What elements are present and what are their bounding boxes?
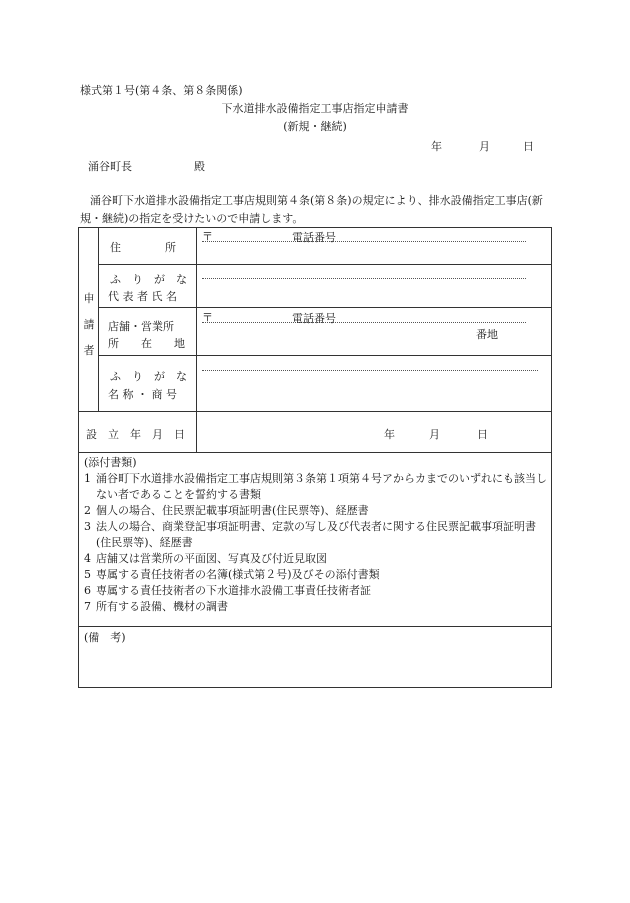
page-subtitle: (新規・継続) xyxy=(283,120,347,133)
divider xyxy=(78,411,552,412)
divider xyxy=(196,227,197,452)
establishment-year: 年 xyxy=(384,428,395,441)
attachment-number: 3 xyxy=(84,520,91,533)
attachments-heading: (添付書類) xyxy=(84,456,137,469)
form-number: 様式第１号(第４条、第８条関係) xyxy=(80,84,243,97)
establishment-date-label: 設 立 年 月 日 xyxy=(86,428,185,441)
divider xyxy=(98,355,552,356)
attachment-text: 法人の場合、商業登記事項証明書、定款の写し及び代表者に関する住民票記載事項証明書(住民票等)、経歴書 xyxy=(96,520,536,549)
trade-name-furigana-line xyxy=(202,370,538,371)
divider xyxy=(98,227,99,411)
intro-text: 涌谷町下水道排水設備指定工事店規則第４条(第８条)の規定により、排水設備指定工事店(新規・継続)の指定を受けたいので申請します。 xyxy=(80,194,543,225)
divider xyxy=(98,307,552,308)
applicant-label-2: 請 xyxy=(83,318,95,331)
attachment-number: 1 xyxy=(84,472,91,485)
attachment-number: 7 xyxy=(84,600,91,613)
attachment-item xyxy=(84,567,550,583)
applicant-label-1: 申 xyxy=(83,292,95,305)
attachment-text: 店舗又は営業所の平面図、写真及び付近見取図 xyxy=(96,552,327,565)
attachment-text: 専属する責任技術者の名簿(様式第２号)及びその添付書類 xyxy=(96,568,380,581)
divider xyxy=(98,264,552,265)
date-month: 月 xyxy=(479,140,490,153)
rep-furigana-label: ふ り が な xyxy=(110,273,187,286)
store-phone-label: 電話番号 xyxy=(292,312,336,325)
store-address-writing-line xyxy=(202,322,526,323)
location-label: 所 在 地 xyxy=(108,337,185,350)
address-writing-line xyxy=(202,241,526,242)
attachment-text: 個人の場合、住民票記載事項証明書(住民票等)、経歴書 xyxy=(96,504,369,517)
date-day: 日 xyxy=(523,140,534,153)
divider xyxy=(78,452,552,453)
attachment-number: 4 xyxy=(84,552,91,565)
attachment-item xyxy=(84,503,550,519)
trade-name-label: 名 称 ・ 商 号 xyxy=(108,388,177,401)
attachment-item xyxy=(84,551,550,567)
date-line xyxy=(431,138,534,154)
furigana-writing-line xyxy=(202,278,526,279)
attachment-text: 涌谷町下水道排水設備指定工事店規則第３条第１項第４号アからカまでのいずれにも該当しない者であることを誓約する書類 xyxy=(96,472,547,501)
store-postal-mark: 〒 xyxy=(202,311,213,324)
attachment-text: 専属する責任技術者の下水道排水設備工事責任技術者証 xyxy=(96,584,371,597)
establishment-month: 月 xyxy=(429,428,440,441)
store-label: 店舗・営業所 xyxy=(108,320,174,333)
rep-name-label: 代 表 者 氏 名 xyxy=(108,290,177,303)
page-title: 下水道排水設備指定工事店指定申請書 xyxy=(221,102,409,115)
attachment-number: 6 xyxy=(84,584,91,597)
address-label: 住 所 xyxy=(110,241,176,254)
banchi-label: 番地 xyxy=(476,328,498,341)
applicant-label-3: 者 xyxy=(83,344,95,357)
attachment-number: 5 xyxy=(84,568,91,581)
attachment-item xyxy=(84,471,550,503)
addressee xyxy=(88,158,205,174)
divider xyxy=(78,626,552,627)
addressee-name: 涌谷町長 xyxy=(88,160,132,173)
postal-mark: 〒 xyxy=(202,230,213,243)
date-year: 年 xyxy=(431,140,442,153)
honorific: 殿 xyxy=(194,160,205,173)
remarks-label: (備 考) xyxy=(84,631,126,644)
phone-label: 電話番号 xyxy=(292,231,336,244)
attachment-item xyxy=(84,519,550,551)
name-furigana-label: ふ り が な xyxy=(110,370,187,383)
attachment-item xyxy=(84,599,550,615)
attachment-item xyxy=(84,583,550,599)
attachment-text: 所有する設備、機材の調書 xyxy=(96,600,228,613)
attachment-number: 2 xyxy=(84,504,91,517)
establishment-day: 日 xyxy=(477,428,488,441)
attachments-section xyxy=(84,455,550,615)
